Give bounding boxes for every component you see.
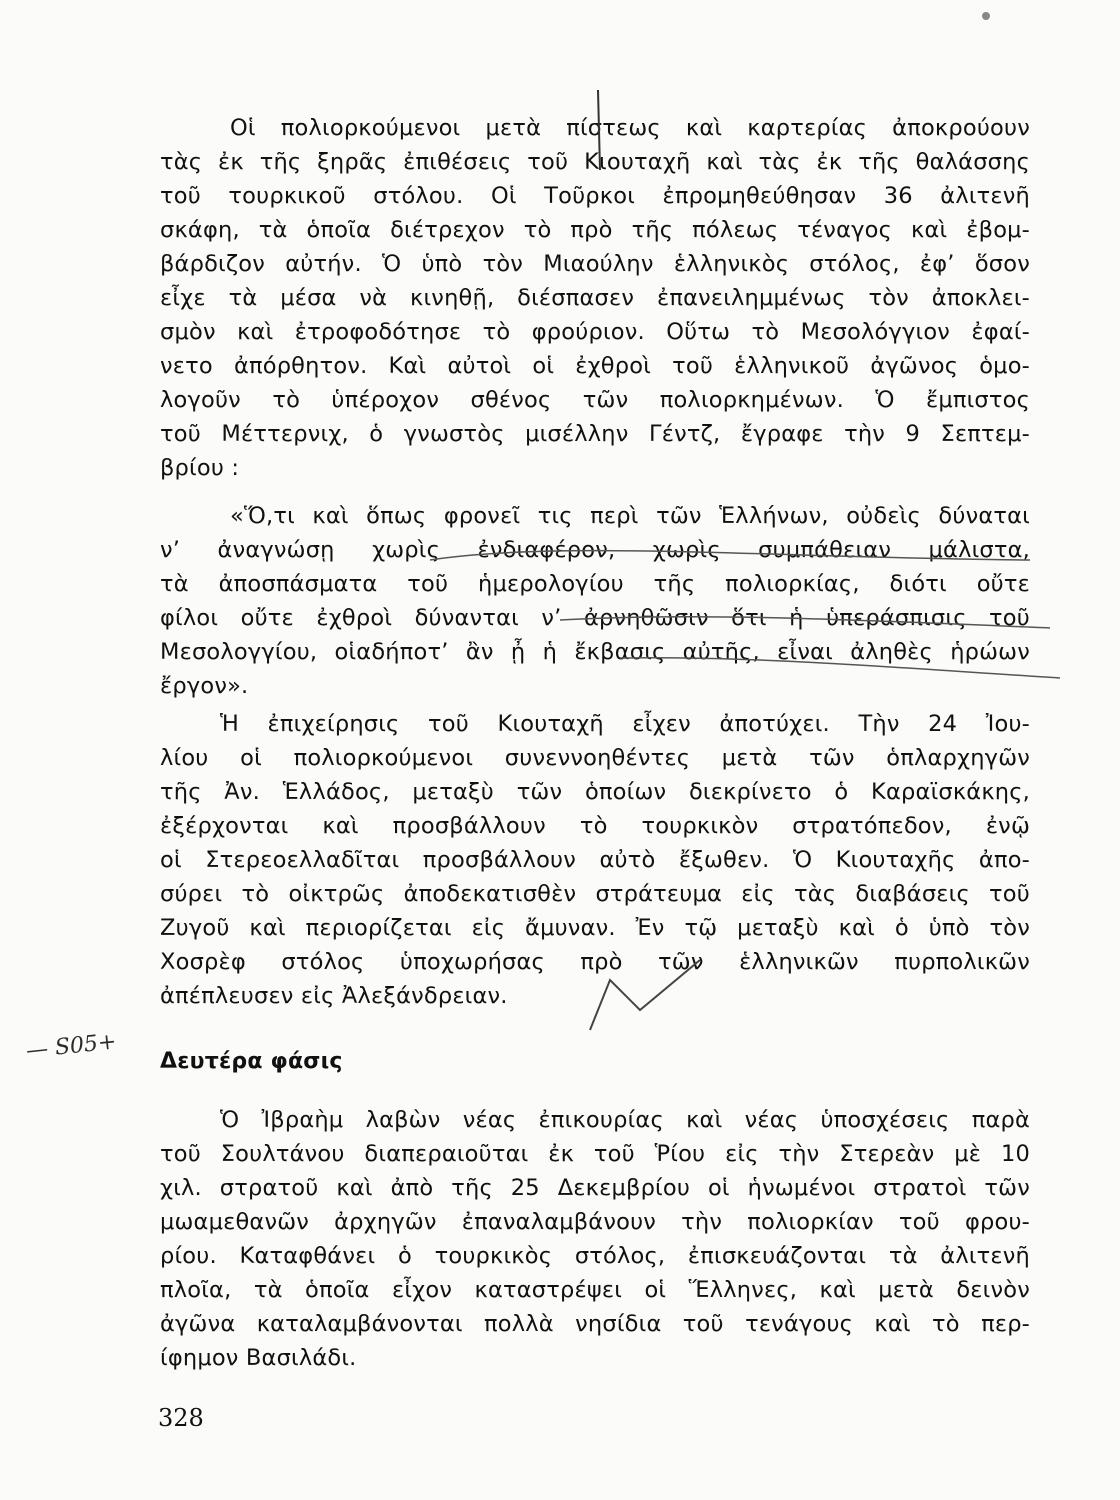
section-heading: Δευτέρα φάσις bbox=[160, 1049, 343, 1074]
text-line: ρίου. Καταφθάνει ὁ τουρκικὸς στόλος, ἐπισκευάζονται τὰ ἀλιτενῆ bbox=[160, 1243, 1030, 1269]
quote-line: ν’ ἀναγνώσῃ χωρὶς ἐνδιαφέρον, χωρὶς συμπάθειαν μάλιστα, bbox=[160, 537, 1030, 563]
quote-line: τὰ ἀποσπάσματα τοῦ ἡμερολογίου τῆς πολιορκίας, διότι οὔτε bbox=[160, 571, 1030, 597]
text-line: τὰς ἐκ τῆς ξηρᾶς ἐπιθέσεις τοῦ Κιουταχῆ καὶ τὰς ἐκ τῆς θαλάσσης bbox=[160, 149, 1030, 175]
text-line: σύρει τὸ οἰκτρῶς ἀποδεκατισθὲν στράτευμα εἰς τὰς διαβάσεις τοῦ bbox=[160, 881, 1030, 907]
text-line: Οἱ πολιορκούμενοι μετὰ πίστεως καὶ καρτερίας ἀποκρούουν bbox=[230, 115, 1030, 141]
pencil-stroke bbox=[590, 960, 700, 1030]
text-line: βρίου : bbox=[160, 455, 240, 481]
text-line: ἀγῶνα καταλαμβάνονται πολλὰ νησίδια τοῦ τενάγους καὶ τὸ περ- bbox=[160, 1311, 1030, 1337]
page-number: 328 bbox=[158, 1404, 204, 1432]
text-line: λογοῦν τὸ ὑπέροχον σθένος τῶν πολιορκημένων. Ὁ ἔμπιστος bbox=[160, 387, 1030, 413]
text-line: Ἡ ἐπιχείρησις τοῦ Κιουταχῆ εἶχεν ἀποτύχει. Τὴν 24 Ἰου- bbox=[220, 711, 1030, 737]
ink-speck bbox=[982, 12, 990, 20]
text-line: πλοῖα, τὰ ὁποῖα εἶχον καταστρέψει οἱ Ἕλληνες, καὶ μετὰ δεινὸν bbox=[160, 1277, 1030, 1303]
text-line: τοῦ Μέττερνιχ, ὁ γνωστὸς μισέλλην Γέντζ, ἔγραφε τὴν 9 Σεπτεμ- bbox=[160, 421, 1030, 447]
text-line: τοῦ Σουλτάνου διαπεραιοῦται ἐκ τοῦ Ῥίου εἰς τὴν Στερεὰν μὲ 10 bbox=[160, 1141, 1030, 1167]
text-line: οἱ Στερεοελλαδῖται προσβάλλουν αὐτὸ ἔξωθεν. Ὁ Κιουταχῆς ἀπο- bbox=[160, 847, 1030, 873]
text-line: εἶχε τὰ μέσα νὰ κινηθῇ, διέσπασεν ἐπανειλημμένως τὸν ἀποκλει- bbox=[160, 285, 1030, 311]
text-line: νετο ἀπόρθητον. Καὶ αὐτοὶ οἱ ἐχθροὶ τοῦ ἑλληνικοῦ ἀγῶνος ὁμο- bbox=[160, 353, 1030, 379]
text-line: ἐξέρχονται καὶ προσβάλλουν τὸ τουρκικὸν στρατόπεδον, ἐνῷ bbox=[160, 813, 1030, 839]
quote-line: φίλοι οὔτε ἐχθροὶ δύνανται ν’ ἀρνηθῶσιν ὅτι ἡ ὑπεράσπισις τοῦ bbox=[160, 605, 1030, 631]
text-line: τῆς Ἀν. Ἑλλάδος, μεταξὺ τῶν ὁποίων διεκρίνετο ὁ Καραϊσκάκης, bbox=[160, 779, 1030, 805]
quote-line: ἔργον». bbox=[160, 673, 249, 699]
pencil-stroke bbox=[430, 551, 1030, 560]
text-line: σμὸν καὶ ἐτροφοδότησε τὸ φρούριον. Οὕτω τὸ Μεσολόγγιον ἐφαί- bbox=[160, 319, 1030, 345]
margin-handwritten-note: — S05+ bbox=[24, 1029, 118, 1064]
text-line: Χοσρὲφ στόλος ὑποχωρήσας πρὸ τῶν ἑλληνικῶν πυρπολικῶν bbox=[160, 949, 1030, 975]
text-line: μωαμεθανῶν ἀρχηγῶν ἐπαναλαμβάνουν τὴν πολιορκίαν τοῦ φρου- bbox=[160, 1209, 1030, 1235]
pencil-stroke bbox=[560, 617, 1050, 628]
pencil-stroke bbox=[620, 658, 1060, 678]
text-line: χιλ. στρατοῦ καὶ ἀπὸ τῆς 25 Δεκεμβρίου οἱ ἡνωμένοι στρατοὶ τῶν bbox=[160, 1175, 1030, 1201]
text-line: τοῦ τουρκικοῦ στόλου. Οἱ Τοῦρκοι ἐπρομηθεύθησαν 36 ἀλιτενῆ bbox=[160, 183, 1030, 209]
text-line: ίφημον Βασιλάδι. bbox=[160, 1345, 357, 1371]
pencil-stroke bbox=[598, 90, 600, 170]
text-line: ἀπέπλευσεν εἰς Ἀλεξάνδρειαν. bbox=[160, 983, 508, 1009]
quote-line: «Ὅ,τι καὶ ὅπως φρονεῖ τις περὶ τῶν Ἑλλήνων, οὐδεὶς δύναται bbox=[230, 503, 1030, 529]
text-line: Ὁ Ἰβραὴμ λαβὼν νέας ἐπικουρίας καὶ νέας ὑποσχέσεις παρὰ bbox=[220, 1107, 1030, 1133]
text-line: σκάφη, τὰ ὁποῖα διέτρεχον τὸ πρὸ τῆς πόλεως τέναγος καὶ ἐβομ- bbox=[160, 217, 1030, 243]
quote-line: Μεσολογγίου, οἱαδήποτ’ ἂν ᾖ ἡ ἔκβασις αὐτῆς, εἶναι ἀληθὲς ἡρώων bbox=[160, 639, 1030, 665]
text-line: Ζυγοῦ καὶ περιορίζεται εἰς ἄμυναν. Ἐν τῷ μεταξὺ καὶ ὁ ὑπὸ τὸν bbox=[160, 915, 1030, 941]
text-line: βάρδιζον αὐτήν. Ὁ ὑπὸ τὸν Μιαούλην ἑλληνικὸς στόλος, ἐφ’ ὅσον bbox=[160, 251, 1030, 277]
text-line: λίου οἱ πολιορκούμενοι συνεννοηθέντες μετὰ τῶν ὁπλαρχηγῶν bbox=[160, 745, 1030, 771]
